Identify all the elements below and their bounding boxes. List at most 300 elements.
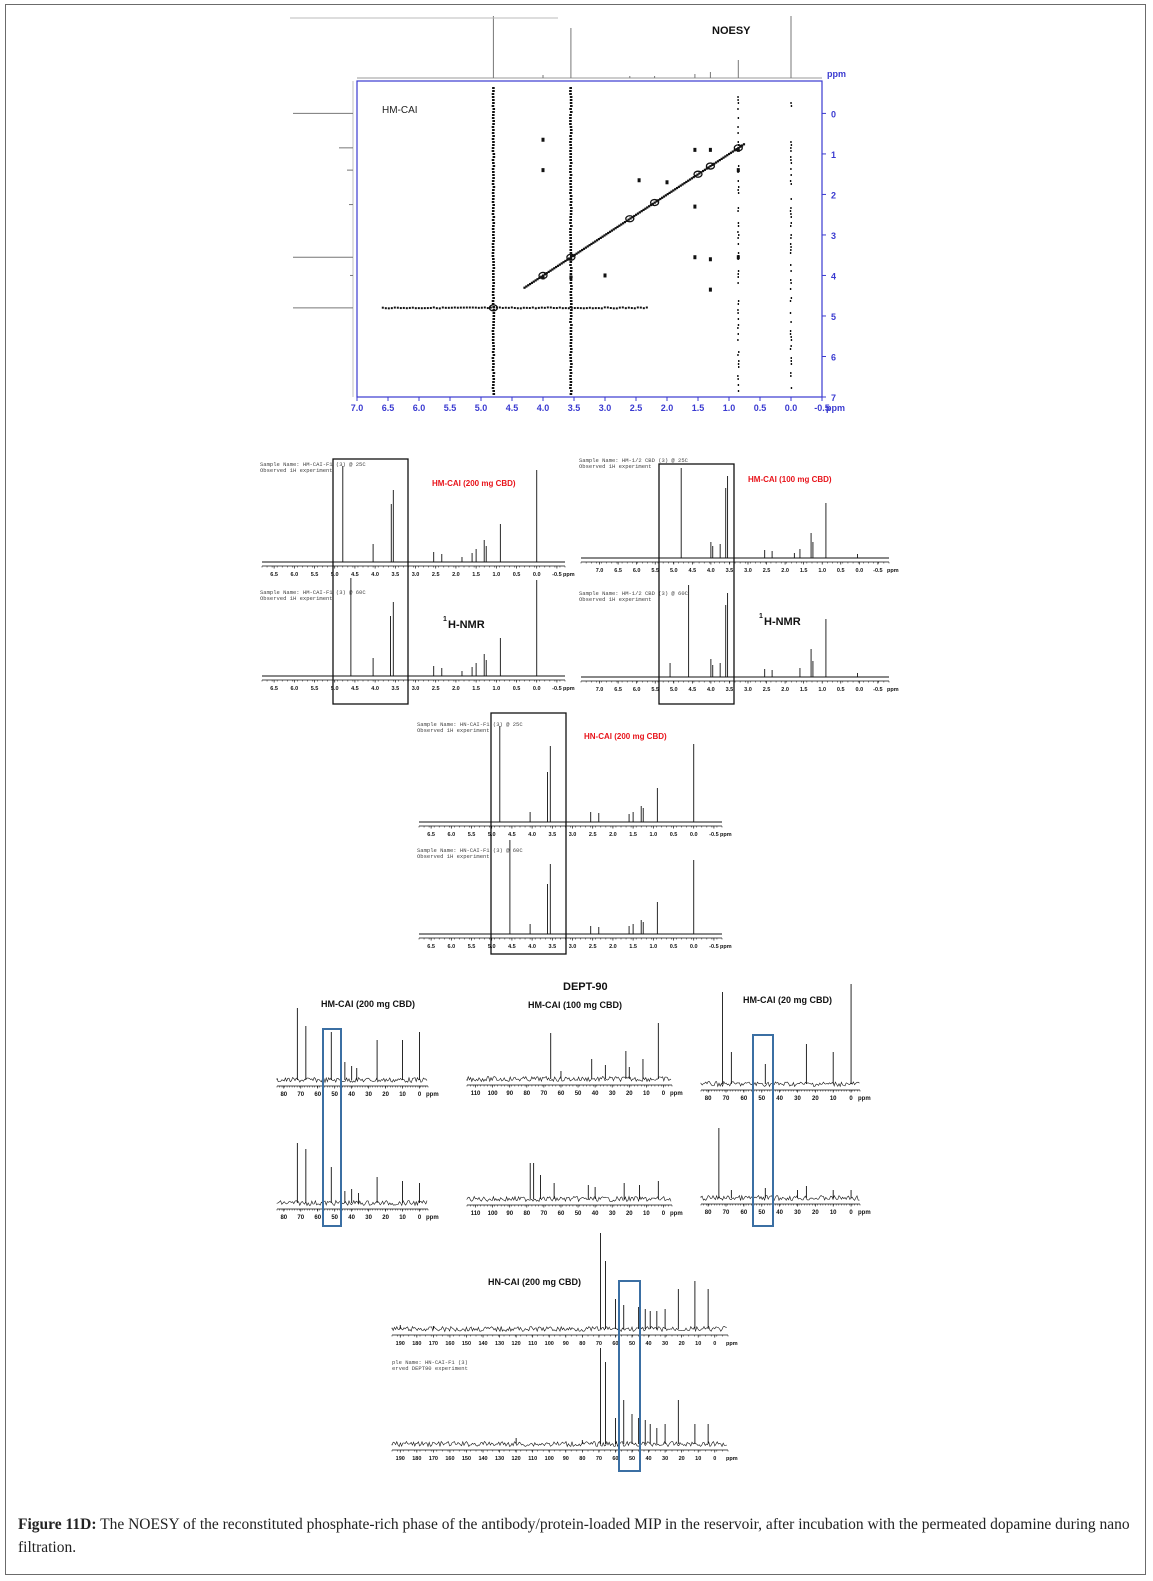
noesy-stripe-dot — [492, 282, 495, 284]
spectrum-tick-label: 0.0 — [532, 686, 541, 692]
noesy-stripe-dot — [492, 171, 495, 173]
noesy-stripe-dot — [569, 177, 572, 179]
noesy-stripe-dot — [791, 216, 792, 218]
noesy-stripe-dot — [570, 315, 573, 317]
caption-text: The NOESY of the reconstituted phosphate-rich phase of the antibody/protein-loaded MIP in the reservoir, after incubation with the permeated dopamine during nano filtration. — [18, 1516, 1130, 1556]
noesy-cross-peak — [737, 168, 740, 172]
noesy-stripe-dot — [493, 267, 496, 269]
noesy-stripe-dot — [738, 270, 739, 272]
dept-panel — [392, 1233, 738, 1471]
noesy-unit-bottom: ppm — [826, 403, 845, 413]
noesy-stripe-dot — [569, 384, 572, 386]
noesy-stripe-dot — [791, 387, 792, 389]
spectrum-tick-label: 4.5 — [351, 686, 359, 692]
spectrum-tick-label: 0.0 — [855, 687, 864, 693]
noesy-stripe-dot — [492, 210, 495, 212]
spectrum-tick-label: 150 — [461, 1341, 472, 1347]
noesy-stripe-dot — [738, 180, 739, 182]
noesy-hstripe-dot — [499, 306, 501, 308]
noesy-stripe-dot — [492, 234, 495, 236]
spectrum-tick-label: 20 — [811, 1096, 819, 1102]
spectrum-unit: ppm — [426, 1215, 439, 1221]
spectrum-tick-label: 10 — [399, 1092, 406, 1098]
noesy-x-tick-label: 3.5 — [567, 403, 581, 413]
noesy-stripe-dot — [492, 204, 495, 206]
spectrum-tick-label: 190 — [395, 1341, 405, 1347]
noesy-stripe-dot — [569, 264, 572, 266]
noesy-stripe-dot — [738, 363, 739, 365]
noesy-cross-peak — [709, 257, 712, 261]
noesy-stripe-dot — [790, 213, 791, 215]
noesy-hstripe-dot — [634, 307, 636, 309]
spectrum-tick-label: 190 — [395, 1456, 405, 1462]
noesy-stripe-dot — [492, 348, 495, 350]
caption-label: Figure 11D: — [18, 1516, 97, 1533]
noesy-y-tick-label: 1 — [831, 149, 837, 160]
spectrum-tick-label: 10 — [643, 1211, 650, 1217]
spectrum-tick-label: 70 — [722, 1210, 730, 1216]
noesy-stripe-dot — [569, 117, 572, 119]
noesy-stripe-dot — [492, 345, 495, 347]
noesy-hstripe-dot — [523, 307, 525, 309]
noesy-x-tick-label: 2.0 — [660, 403, 674, 413]
noesy-stripe-dot — [790, 333, 791, 335]
noesy-cross-peak — [737, 148, 740, 152]
spectrum-tick-label: 0.5 — [836, 687, 845, 693]
spectrum-unit: ppm — [670, 1211, 683, 1217]
spectrum-tick-label: 7.0 — [595, 687, 604, 693]
noesy-hstripe-dot — [493, 306, 495, 308]
noesy-stripe-dot — [737, 312, 738, 314]
noesy-stripe-dot — [492, 375, 495, 377]
noesy-x-tick-label: 7.0 — [350, 403, 364, 413]
noesy-stripe-dot — [570, 180, 573, 182]
noesy-stripe-dot — [790, 159, 791, 161]
noesy-hstripe-dot — [616, 307, 618, 309]
noesy-hstripe-dot — [601, 307, 603, 309]
noesy-cross-peak — [693, 148, 696, 152]
noesy-hstripe-dot — [505, 307, 507, 309]
noesy-hstripe-dot — [514, 307, 516, 309]
noesy-stripe-dot — [570, 99, 573, 101]
spectrum-tick-label: 5.0 — [487, 832, 496, 838]
noesy-stripe-dot — [493, 312, 496, 314]
noesy-stripe-dot — [791, 363, 792, 365]
noesy-stripe-dot — [570, 243, 573, 245]
spectrum-tick-label: 100 — [544, 1341, 554, 1347]
noesy-stripe-dot — [492, 228, 495, 230]
spectrum-tick-label: 140 — [478, 1456, 488, 1462]
noesy-hstripe-dot — [604, 306, 606, 308]
spectrum-tick-label: 0 — [849, 1096, 853, 1102]
noesy-stripe-dot — [791, 336, 792, 338]
spectrum-tick-label: 40 — [645, 1456, 652, 1462]
noesy-hstripe-dot — [592, 307, 594, 309]
noesy-hstripe-dot — [388, 307, 390, 309]
noesy-stripe-dot — [569, 357, 572, 359]
noesy-stripe-dot — [737, 375, 738, 377]
noesy-stripe-dot — [791, 183, 792, 185]
noesy-stripe-dot — [790, 150, 791, 152]
dept-highlight-box — [323, 1029, 341, 1226]
noesy-cross-peak — [638, 178, 641, 182]
spectrum-tick-label: 20 — [678, 1341, 685, 1347]
spectrum-tick-label: 3.5 — [548, 832, 557, 838]
noesy-hstripe-dot — [583, 307, 585, 309]
hnmr-observed-top: Observed 1H experiment — [417, 727, 490, 734]
noesy-stripe-dot — [570, 282, 573, 284]
noesy-hstripe-dot — [472, 307, 474, 309]
noesy-x-tick-label: 1.5 — [691, 403, 705, 413]
noesy-y-tick-label: 2 — [831, 190, 837, 201]
noesy-stripe-dot — [492, 123, 495, 125]
noesy-stripe-dot — [790, 264, 791, 266]
noesy-stripe-dot — [492, 195, 495, 197]
spectrum-tick-label: -0.5 — [709, 944, 719, 950]
spectrum-tick-label: 5.5 — [310, 572, 319, 578]
spectrum-tick-label: 1.0 — [649, 832, 658, 838]
noesy-stripe-dot — [492, 132, 495, 134]
spectrum-noise — [392, 1442, 727, 1447]
noesy-stripe-dot — [737, 354, 738, 356]
noesy-hstripe-dot — [571, 307, 573, 309]
spectrum-tick-label: 30 — [794, 1210, 801, 1216]
noesy-x-axis — [351, 397, 830, 413]
noesy-hstripe-dot — [406, 307, 408, 309]
noesy-stripe-dot — [570, 381, 573, 383]
noesy-hstripe-dot — [595, 307, 597, 309]
noesy-stripe-dot — [492, 102, 495, 104]
spectrum-tick-label: 90 — [562, 1341, 569, 1347]
spectrum-tick-label: -0.5 — [552, 686, 562, 692]
spectrum-tick-label: 60 — [314, 1215, 322, 1221]
noesy-stripe-dot — [738, 225, 739, 227]
spectrum-tick-label: 70 — [595, 1456, 602, 1462]
spectrum-tick-label: 5.5 — [310, 686, 319, 692]
noesy-stripe-dot — [790, 312, 791, 314]
noesy-y-tick-label: 3 — [831, 230, 837, 241]
noesy-stripe-dot — [492, 255, 495, 257]
noesy-stripe-dot — [791, 144, 792, 146]
noesy-stripe-dot — [790, 225, 791, 227]
spectrum-tick-label: 50 — [758, 1096, 766, 1102]
noesy-stripe-dot — [492, 261, 495, 263]
noesy-stripe-dot — [570, 162, 573, 164]
noesy-stripe-dot — [570, 348, 573, 350]
hnmr-label: H-NMR — [448, 619, 485, 631]
spectrum-tick-label: 60 — [740, 1096, 748, 1102]
hnmr-observed-bottom: Observed 1H experiment — [260, 595, 333, 602]
noesy-stripe-dot — [569, 156, 572, 158]
noesy-stripe-dot — [570, 201, 573, 203]
noesy-stripe-dot — [492, 174, 495, 176]
spectrum-tick-label: 30 — [794, 1096, 801, 1102]
spectrum-tick-label: 0.0 — [689, 832, 698, 838]
noesy-stripe-dot — [570, 261, 573, 263]
noesy-stripe-dot — [737, 327, 738, 329]
hnmr-observed-bottom: Observed 1H experiment — [579, 596, 652, 603]
spectrum-tick-label: 10 — [829, 1096, 837, 1102]
noesy-hstripe-dot — [541, 307, 543, 309]
spectrum-tick-label: -0.5 — [552, 572, 562, 578]
spectrum-unit: ppm — [670, 1091, 683, 1097]
spectrum-tick-label: 2.5 — [431, 572, 440, 578]
noesy-hstripe-dot — [625, 307, 627, 309]
spectrum-tick-label: 5.0 — [669, 568, 678, 574]
noesy-stripe-dot — [570, 297, 573, 299]
spectrum-noise — [701, 1082, 859, 1087]
spectrum-unit: ppm — [858, 1210, 871, 1216]
spectrum-noise — [701, 1196, 859, 1201]
spectrum-tick-label: 50 — [758, 1210, 766, 1216]
noesy-x-tick-label: -0.5 — [814, 403, 830, 413]
noesy-stripe-dot — [570, 288, 573, 290]
noesy-hstripe-dot — [568, 307, 570, 309]
noesy-hstripe-dot — [418, 307, 420, 309]
noesy-stripe-dot — [492, 144, 495, 146]
noesy-stripe-dot — [791, 105, 792, 107]
noesy-stripe-dot — [570, 390, 573, 392]
spectrum-tick-label: 1.5 — [799, 687, 808, 693]
noesy-hstripe-dot — [394, 307, 396, 309]
spectrum-unit: ppm — [563, 686, 575, 692]
spectrum-tick-label: 80 — [704, 1096, 712, 1102]
noesy-stripe-dot — [570, 207, 573, 209]
spectrum-tick-label: 4.0 — [371, 572, 379, 578]
noesy-cross-peak — [693, 255, 696, 259]
noesy-cross-peak — [737, 255, 740, 259]
noesy-hstripe-dot — [460, 307, 462, 309]
spectrum-tick-label: 0 — [713, 1456, 717, 1462]
noesy-stripe-dot — [570, 366, 573, 368]
dept-panel-title: HM-CAI (200 mg CBD) — [321, 999, 416, 1009]
spectrum-noise — [467, 1077, 671, 1082]
noesy-cross-peak — [666, 180, 669, 184]
noesy-stripe-dot — [790, 375, 791, 377]
noesy-stripe-dot — [570, 225, 573, 227]
noesy-stripe-dot — [492, 201, 495, 203]
noesy-stripe-dot — [492, 366, 495, 368]
noesy-stripe-dot — [791, 339, 792, 341]
noesy-stripe-dot — [569, 375, 572, 377]
noesy-stripe-dot — [570, 360, 573, 362]
noesy-stripe-dot — [569, 87, 572, 89]
noesy-stripe-dot — [791, 360, 792, 362]
noesy-stripe-dot — [790, 252, 791, 254]
noesy-stripe-dot — [738, 351, 739, 353]
noesy-stripe-dot — [492, 147, 495, 149]
noesy-stripe-dot — [492, 141, 495, 143]
noesy-stripe-dot — [492, 90, 495, 92]
spectrum-tick-label: 70 — [297, 1215, 305, 1221]
spectrum-tick-label: 3.0 — [744, 687, 752, 693]
noesy-stripe-dot — [569, 123, 572, 125]
noesy-stripe-dot — [791, 357, 792, 359]
noesy-stripe-dot — [790, 345, 791, 347]
noesy-stripe-dot — [790, 234, 791, 236]
noesy-hstripe-dot — [475, 307, 477, 309]
noesy-stripe-dot — [569, 234, 572, 236]
noesy-x-tick-label: 5.5 — [443, 403, 457, 413]
noesy-stripe-dot — [790, 102, 791, 104]
spectrum-tick-label: 30 — [365, 1215, 372, 1221]
hnmr-sample-name-top: Sample Name: HM-1/2 CBD (3) @ 25C — [579, 457, 688, 464]
noesy-hstripe-dot — [391, 307, 393, 309]
spectrum-tick-label: 3.5 — [391, 572, 400, 578]
hnmr-sample-name-bottom: Sample Name: HM-CAI-F1 (3) @ 60C — [260, 589, 366, 596]
spectrum-tick-label: 20 — [382, 1215, 389, 1221]
spectrum-tick-label: 10 — [643, 1091, 650, 1097]
spectrum-tick-label: 1.5 — [472, 572, 480, 578]
noesy-stripe-dot — [569, 216, 572, 218]
spectrum-tick-label: 4.0 — [707, 687, 715, 693]
spectrum-unit: ppm — [720, 944, 732, 950]
spectrum-tick-label: 3.0 — [568, 944, 577, 950]
noesy-stripe-dot — [737, 108, 738, 110]
noesy-stripe-dot — [737, 339, 738, 341]
noesy-stripe-dot — [569, 237, 572, 239]
spectrum-tick-label: 0.5 — [669, 832, 678, 838]
spectrum-tick-label: 3.0 — [568, 832, 577, 838]
noesy-stripe-dot — [569, 228, 572, 230]
spectrum-tick-label: 4.0 — [528, 944, 536, 950]
spectrum-tick-label: 110 — [470, 1091, 481, 1097]
spectrum-tick-label: 1.5 — [472, 686, 480, 692]
noesy-stripe-dot — [492, 99, 495, 101]
noesy-stripe-dot — [791, 162, 792, 164]
dept-section — [277, 984, 871, 1471]
spectrum-tick-label: 90 — [506, 1211, 514, 1217]
spectrum-tick-label: 6.0 — [632, 687, 641, 693]
noesy-stripe-dot — [570, 129, 573, 131]
noesy-hstripe-dot — [574, 307, 576, 309]
noesy-stripe-dot — [492, 390, 495, 392]
spectrum-tick-label: 6.0 — [290, 572, 299, 578]
spectrum-tick-label: 1.5 — [799, 568, 808, 574]
noesy-cross-peaks — [382, 87, 792, 395]
noesy-stripe-dot — [569, 378, 572, 380]
spectrum-tick-label: 6.5 — [427, 944, 435, 950]
noesy-stripe-dot — [570, 189, 573, 191]
noesy-stripe-dot — [790, 246, 791, 248]
noesy-stripe-dot — [570, 198, 573, 200]
spectrum-tick-label: 0.0 — [855, 568, 864, 574]
noesy-y-tick-label: 6 — [831, 352, 837, 363]
noesy-hstripe-dot — [544, 307, 546, 309]
noesy-stripe-dot — [492, 363, 495, 365]
spectrum-tick-label: 180 — [412, 1341, 422, 1347]
noesy-stripe-dot — [492, 327, 495, 329]
spectrum-tick-label: 60 — [557, 1091, 565, 1097]
spectrum-tick-label: 4.5 — [508, 832, 516, 838]
noesy-stripe-dot — [790, 249, 791, 251]
spectrum-tick-label: 6.5 — [427, 832, 435, 838]
noesy-hstripe-dot — [433, 306, 435, 308]
noesy-x-tick-label: 6.5 — [381, 403, 395, 413]
spectrum-tick-label: 2.0 — [452, 572, 460, 578]
hnmr-label-superscript: 1 — [443, 616, 447, 623]
noesy-stripe-dot — [570, 342, 573, 344]
noesy-stripe-dot — [492, 225, 495, 227]
noesy-stripe-dot — [570, 102, 573, 104]
noesy-stripe-dot — [492, 294, 495, 296]
noesy-stripe-dot — [569, 204, 572, 206]
noesy-stripe-dot — [738, 192, 739, 194]
spectrum-tick-label: 40 — [776, 1210, 783, 1216]
spectrum-tick-label: 0.5 — [669, 944, 678, 950]
noesy-stripe-dot — [790, 300, 791, 302]
noesy-cross-peak — [709, 288, 712, 292]
noesy-stripe-dot — [570, 126, 573, 128]
noesy-cross-peak — [569, 275, 572, 279]
noesy-stripe-dot — [569, 93, 572, 95]
spectrum-tick-label: 130 — [494, 1341, 505, 1347]
noesy-stripe-dot — [492, 168, 495, 170]
spectrum-tick-label: 130 — [494, 1456, 505, 1462]
noesy-stripe-dot — [570, 273, 573, 275]
noesy-sample-label: HM-CAI — [382, 105, 418, 116]
noesy-stripe-dot — [492, 117, 495, 119]
spectrum-tick-label: 170 — [428, 1341, 438, 1347]
noesy-stripe-dot — [492, 105, 495, 107]
noesy-stripe-dot — [569, 321, 572, 323]
spectrum-tick-label: 4.5 — [688, 687, 697, 693]
spectrum-tick-label: 2.5 — [762, 568, 771, 574]
noesy-stripe-dot — [569, 114, 572, 116]
hnmr-panel-title: HM-CAI (200 mg CBD) — [432, 479, 516, 488]
noesy-stripe-dot — [492, 279, 495, 281]
noesy-stripe-dot — [738, 252, 739, 254]
noesy-x-tick-label: 1.0 — [722, 403, 736, 413]
noesy-stripe-dot — [492, 324, 495, 326]
noesy-stripe-dot — [570, 300, 573, 302]
noesy-stripe-dot — [570, 294, 573, 296]
noesy-hstripe-dot — [511, 306, 513, 308]
noesy-hstripe-dot — [457, 307, 459, 309]
spectrum-tick-label: 4.0 — [707, 568, 715, 574]
noesy-stripe-dot — [492, 258, 495, 260]
noesy-stripe-dot — [570, 111, 573, 113]
spectrum-tick-label: 140 — [478, 1341, 488, 1347]
noesy-stripe-dot — [790, 282, 791, 284]
spectrum-tick-label: 90 — [562, 1456, 569, 1462]
spectrum-tick-label: 20 — [811, 1210, 819, 1216]
noesy-hstripe-dot — [463, 307, 465, 309]
noesy-stripe-dot — [569, 159, 572, 161]
noesy-unit-top: ppm — [827, 69, 846, 79]
spectrum-tick-label: 5.5 — [467, 832, 476, 838]
noesy-stripe-dot — [570, 351, 573, 353]
spectrum-tick-label: 110 — [470, 1211, 481, 1217]
noesy-stripe-dot — [492, 87, 495, 89]
noesy-stripe-dot — [570, 132, 573, 134]
noesy-stripe-dot — [492, 138, 495, 140]
noesy-stripe-dot — [492, 384, 495, 386]
spectrum-tick-label: 3.5 — [548, 944, 557, 950]
noesy-stripe-dot — [737, 99, 738, 101]
spectrum-tick-label: 40 — [776, 1096, 783, 1102]
noesy-stripe-dot — [492, 129, 495, 131]
spectrum-tick-label: 1.5 — [629, 832, 637, 838]
noesy-stripe-dot — [570, 285, 573, 287]
spectrum-tick-label: -0.5 — [873, 687, 883, 693]
dept-panel-title: HM-CAI (100 mg CBD) — [528, 1000, 623, 1010]
noesy-stripe-dot — [569, 135, 572, 137]
noesy-stripe-dot — [737, 96, 738, 98]
spectrum-tick-label: 0.5 — [512, 572, 521, 578]
hnmr-observed-bottom: Observed 1H experiment — [417, 853, 490, 860]
noesy-stripe-dot — [737, 282, 738, 284]
